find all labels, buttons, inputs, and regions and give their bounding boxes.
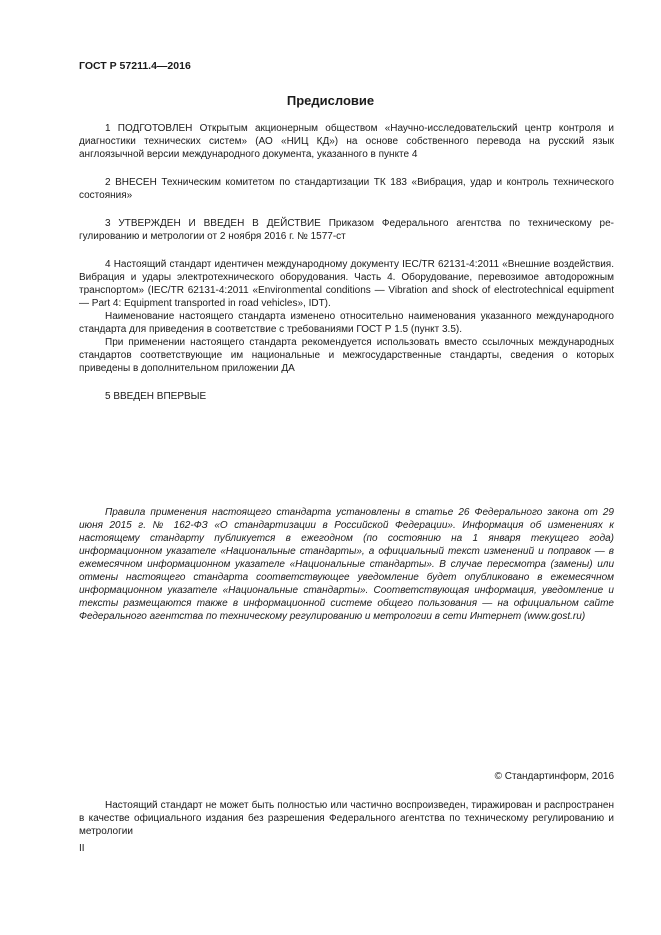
reproduction-notice: Настоящий стандарт не может быть полностью или частично воспроизведен, тиражирован и распространен в качестве официального издания без разрешения Федерального агентства по техническому регулированию и метрологии — [79, 800, 614, 837]
section-4-references: При применении настоящего стандарта рекомендуется использовать вместо ссылочных международных стандартов соответствующие им национальные и межгосударственные стандарты, сведения о которых приведены в дополнительном приложении ДА — [79, 337, 614, 374]
foreword-body — [79, 122, 614, 403]
section-3: 3 УТВЕРЖДЕН И ВВЕДЕН В ДЕЙСТВИЕ Приказом Федерального агентства по техническому регулированию и метрологии от 2 ноября 2016 г. № 1577-ст — [79, 218, 614, 242]
section-1: 1 ПОДГОТОВЛЕН Открытым акционерным обществом «Научно-исследовательский центр контроля и диагностики технических систем» (АО «НИЦ КД») на основе собственного перевода на русский язык англоязычной версии международного документа, указанного в пункте 4 — [79, 123, 614, 160]
section-2: 2 ВНЕСЕН Техническим комитетом по стандартизации ТК 183 «Вибрация, удар и контроль технического состояния» — [79, 177, 614, 201]
section-5: 5 ВВЕДЕН ВПЕРВЫЕ — [105, 391, 207, 402]
page-number: II — [79, 843, 85, 854]
page-title: Предисловие — [286, 93, 375, 108]
section-4-identity: 4 Настоящий стандарт идентичен международному документу IEC/TR 62131-4:2011 «Внешние воздействия. Вибрация и удары электротехнического оборудования. Часть 4. Оборудование, перевозимое автодорожным транспортом» (IEC/TR 62131-4:2011 «Environmental conditions — Vibration and shock of electrotechnical equipment — Part 4: Equipment transported in road vehicles», IDT). — [79, 259, 614, 309]
standard-code: ГОСТ Р 57211.4—2016 — [79, 60, 191, 72]
application-rules-notice: Правила применения настоящего стандарта установлены в статье 26 Федерального закона от 29 июня 2015 г. № 162-ФЗ «О стандартизации в Российской Федерации». Информация об изменениях к настоящему стандарту публикуется в ежегодном (по состоянию на 1 января текущего года) информационном указателе «Национальные стандарты», а официальный текст изменений и поправок — в ежемесячном информационном указателе «Национальные стандарты». В случае пересмотра (замены) или отмены настоящего стандарта соответствующее уведомление будет опубликовано в ежемесячном информационном указателе «Национальные стандарты». Соответствующая информация, уведомление и тексты размещаются также в информационной системе общего пользования — на официальном сайте Федерального агентства по техническому регулированию и метрологии в сети Интернет (www.gost.ru) — [79, 507, 614, 622]
section-4-name-change: Наименование настоящего стандарта изменено относительно наименования указанного международного стандарта для приведения в соответствие с требованиями ГОСТ Р 1.5 (пункт 3.5). — [79, 311, 614, 335]
copyright-line: © Стандартинформ, 2016 — [494, 771, 614, 782]
